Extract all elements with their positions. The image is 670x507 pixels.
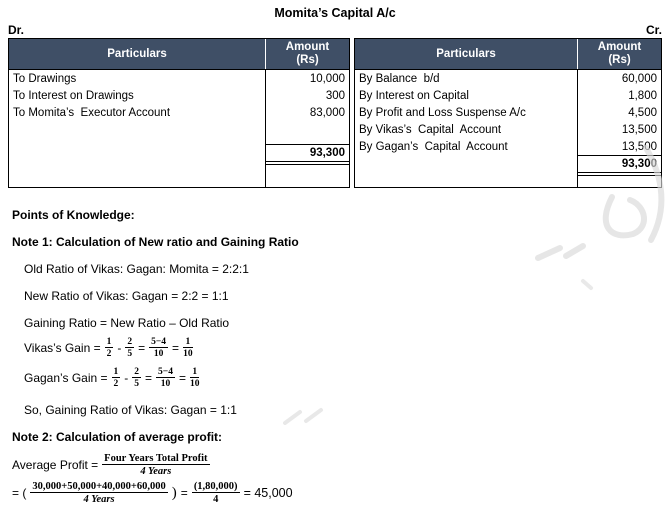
ledger-title: Momita’s Capital A/c: [274, 6, 396, 20]
cr-label: Cr.: [645, 23, 662, 37]
particulars-cell: By Gagan’s Capital Account: [359, 140, 508, 153]
vikas-gain-equation: Vikas’s Gain = $\frac{1}{2}$ - $\frac{2}{5}$ = $\frac{5-4}{10}$ = $\frac{1}{10}$: [24, 337, 193, 360]
amount-cell: 13,500: [577, 138, 661, 155]
notes-section: [8, 208, 662, 506]
amount-cell: 1,800: [577, 87, 661, 104]
fraction: $\frac{1}{2}$: [106, 337, 112, 360]
average-profit-result: = 45,000: [243, 486, 293, 501]
particulars-cell: By Vikas’s Capital Account: [359, 123, 502, 136]
credit-total-row: [355, 155, 661, 173]
fraction: $\frac{1}{10}$: [189, 366, 200, 390]
debit-header-row: [9, 39, 349, 70]
credit-side-table: [354, 38, 662, 188]
note1-heading: Note 1: Calculation of New ratio and Gaining Ratio: [12, 235, 299, 249]
table-blank-row: [9, 165, 349, 188]
particulars-cell: To Interest on Drawings: [13, 89, 134, 102]
fraction: $\frac{(1,80,000)}{4}$: [193, 480, 238, 506]
table-row: [355, 87, 661, 104]
particulars-cell: By Interest on Capital: [359, 89, 469, 102]
table-row: [9, 104, 349, 121]
table-row: [355, 138, 661, 155]
dr-cr-row: [8, 23, 662, 38]
credit-header-row: [355, 39, 661, 70]
debit-amount-header: Amount (Rs): [265, 39, 349, 69]
average-profit-calculation: = ( $\frac{30,000+50,000+40,000+60,000}{\text{4 Years}}$ ) = $\frac{(1,80,000)}{4}$ = 45,000: [12, 480, 293, 506]
fraction: $\frac{1}{10}$: [183, 337, 193, 360]
debit-total: 93,300: [265, 144, 349, 162]
amount-cell: 60,000: [577, 70, 661, 87]
amount-cell: 83,000: [265, 104, 349, 121]
amount-cell: 4,500: [577, 104, 661, 121]
fraction: $\frac{2}{5}$: [134, 366, 140, 390]
amount-cell: 300: [265, 87, 349, 104]
table-blank-row: [355, 176, 661, 187]
amount-cell: 10,000: [265, 70, 349, 87]
particulars-cell: By Balance b/d: [359, 72, 440, 85]
particulars-cell: To Momita’s Executor Account: [13, 106, 171, 119]
debit-total-row: [9, 144, 349, 162]
fraction: $\frac{5-4}{10}$: [151, 337, 167, 360]
debit-side-table: [8, 38, 350, 188]
new-ratio-line: New Ratio of Vikas: Gagan = 2:2 = 1:1: [24, 289, 229, 303]
points-of-knowledge-heading: Points of Knowledge:: [12, 208, 135, 222]
fraction: $\frac{2}{5}$: [127, 337, 133, 360]
credit-amount-header: Amount (Rs): [577, 39, 661, 69]
note2-heading: Note 2: Calculation of average profit:: [12, 429, 223, 444]
gaining-ratio-line: Gaining Ratio = New Ratio – Old Ratio: [24, 316, 230, 330]
credit-total: 93,300: [577, 155, 661, 173]
table-row: [9, 87, 349, 104]
amount-cell: 13,500: [577, 121, 661, 138]
table-row: [355, 70, 661, 87]
fraction: $\frac{5-4}{10}$: [158, 366, 173, 390]
particulars-cell: By Profit and Loss Suspense A/c: [359, 106, 526, 119]
gaining-ratio-conclusion: So, Gaining Ratio of Vikas: Gagan = 1:1: [24, 402, 237, 417]
average-profit-equation: Average Profit = $\frac{\text{Four Years Total Profit}}{\text{4 Years}}$: [12, 452, 208, 478]
dr-label: Dr.: [8, 23, 25, 37]
fraction: $\frac{1}{2}$: [113, 366, 119, 390]
fraction: $\frac{30,000+50,000+40,000+60,000}{\text{4 Years}}$: [32, 480, 166, 506]
credit-particulars-header: Particulars: [436, 48, 496, 60]
table-filler-row: [9, 121, 349, 144]
ledger-table: [8, 38, 662, 188]
debit-particulars-header: Particulars: [107, 48, 167, 60]
gagan-gain-equation: Gagan’s Gain = $\frac{1}{2}$ - $\frac{2}{5}$ = $\frac{5-4}{10}$ = $\frac{1}{10}$: [24, 366, 200, 390]
fraction: $\frac{\text{Four Years Total Profit}}{\text{4 Years}}$: [104, 452, 208, 478]
old-ratio-line: Old Ratio of Vikas: Gagan: Momita = 2:2:1: [24, 262, 249, 276]
table-row: [355, 121, 661, 138]
particulars-cell: To Drawings: [13, 72, 77, 85]
table-row: [355, 104, 661, 121]
table-row: [9, 70, 349, 87]
